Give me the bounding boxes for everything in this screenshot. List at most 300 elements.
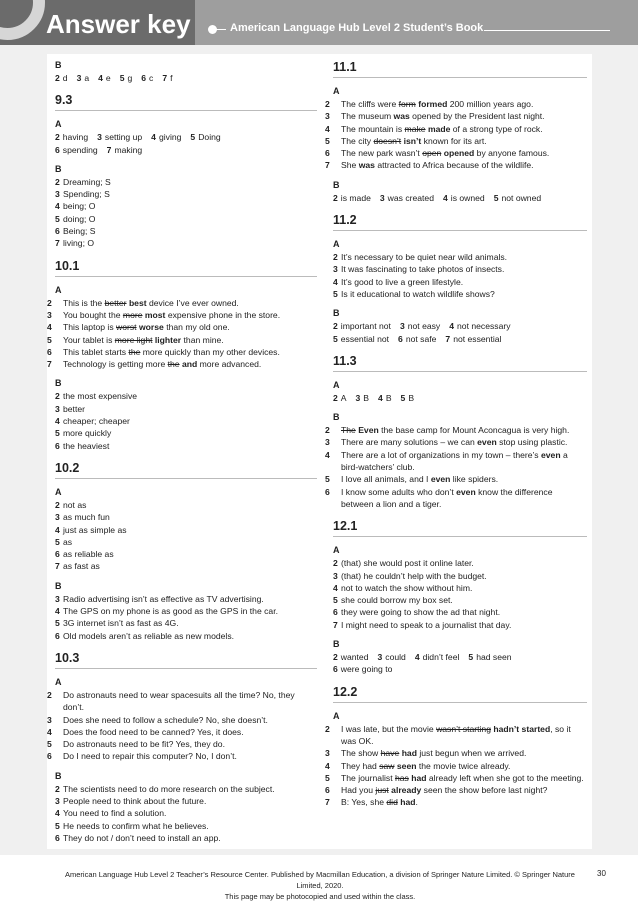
answer-text: setting up [104, 132, 143, 143]
answer-line [55, 630, 317, 642]
sentence-end: known for its art. [421, 135, 487, 146]
sentence-end: more quickly than my other devices. [140, 346, 280, 357]
answer-line [55, 213, 317, 225]
sentence-end: just begun when we arrived. [416, 748, 527, 759]
corrected-word: even [541, 449, 561, 460]
item-number: 7 [333, 619, 338, 630]
answer-item [97, 132, 142, 142]
bullet-line [214, 29, 226, 30]
sentence-end: the movie twice already. [416, 760, 511, 771]
answer-text: It was fascinating to take photos of insects. [341, 264, 505, 275]
item-number: 5 [333, 333, 338, 344]
section-12-1 [333, 519, 587, 675]
correction-line [325, 784, 587, 796]
item-number: 3 [325, 111, 330, 122]
answer-text: the heaviest [63, 440, 110, 451]
answer-text: cheaper; cheaper [63, 416, 130, 427]
book-title: American Language Hub Level 2 Student’s Book [230, 22, 484, 34]
answer-text: not easy [407, 321, 441, 332]
corrected-word: opened [443, 148, 475, 159]
answer-item [120, 73, 133, 83]
footer-photocopy-note: This page may be photocopied and used within the class. [224, 892, 416, 901]
item-number: 2 [333, 652, 338, 663]
page-title: Answer key [46, 9, 191, 39]
answer-text: The GPS on my phone is as good as the GPS in the car. [63, 606, 278, 617]
item-number: 6 [55, 549, 60, 560]
item-number: 6 [325, 486, 330, 497]
answer-text: better [63, 403, 85, 414]
sentence-start: You bought the [63, 309, 123, 320]
answer-text: as much fun [63, 512, 110, 523]
correction-line [325, 159, 587, 171]
item-number: 5 [333, 595, 338, 606]
answer-item [445, 334, 501, 344]
answer-line [55, 783, 317, 795]
item-number: 5 [325, 772, 330, 783]
sentence-start: There are a lot of organizations in my town – there’s [341, 449, 541, 460]
answer-item [443, 193, 485, 203]
answer-row [55, 131, 317, 143]
answer-item [107, 145, 142, 155]
item-number: 6 [47, 346, 52, 357]
item-number: 4 [55, 416, 60, 427]
item-number: 4 [47, 322, 52, 333]
answer-line [47, 714, 317, 726]
item-number: 4 [325, 449, 330, 460]
answer-text: more quickly [63, 428, 112, 439]
answer-text: (that) she would post it online later. [341, 558, 474, 569]
struck-word: doesn’t [373, 135, 402, 146]
part-label: B [55, 60, 62, 70]
item-number: 7 [55, 561, 60, 572]
answer-text: just as simple as [63, 524, 127, 535]
struck-word: just [375, 785, 389, 796]
item-number: 6 [141, 73, 147, 83]
part-label: B [55, 770, 62, 781]
item-number: 5 [468, 652, 474, 663]
sentence-start: I love all animals, and I [341, 474, 431, 485]
item-number: 5 [47, 739, 52, 750]
item-number: 5 [493, 192, 499, 203]
struck-word: more [122, 309, 143, 320]
sentence-end: , so it was OK. [341, 723, 571, 746]
item-number: 6 [55, 630, 60, 641]
answer-text: not as [63, 499, 87, 510]
item-number: 3 [333, 264, 338, 275]
item-number: 4 [47, 726, 52, 737]
correction-line [47, 358, 317, 370]
correction-line [325, 723, 587, 748]
part-label: B [333, 412, 340, 423]
answer-item [333, 334, 389, 344]
page-number: 30 [597, 869, 606, 878]
answer-line [47, 750, 317, 762]
sentence-end: know the difference between a lion and a tiger. [341, 486, 553, 509]
correction-line [47, 321, 317, 333]
answer-text: Being; S [63, 226, 96, 237]
answer-line [55, 440, 317, 452]
item-number: 5 [55, 213, 60, 224]
section-10-2 [55, 461, 317, 642]
part-label: B [333, 308, 340, 319]
answer-line [55, 176, 317, 188]
correction-line [47, 334, 317, 346]
item-number: 6 [333, 607, 338, 618]
answer-text: important not [340, 321, 391, 332]
item-number: 7 [47, 359, 52, 370]
section-11-2 [333, 213, 587, 345]
item-number: 4 [55, 524, 60, 535]
item-number: 6 [55, 144, 60, 155]
item-number: 2 [333, 558, 338, 569]
sentence-end: expensive phone in the store. [165, 309, 281, 320]
sentence-start: There are many solutions – we can [341, 437, 478, 448]
correction-line [325, 772, 587, 784]
section-title: 11.3 [333, 354, 587, 372]
answer-item [398, 334, 436, 344]
item-number: 3 [55, 512, 60, 523]
item-number: 3 [55, 795, 60, 806]
corrected-word: isn’t [403, 135, 422, 146]
part-label: A [333, 239, 340, 250]
item-number: 4 [55, 808, 60, 819]
item-number: 3 [379, 192, 385, 203]
answer-item [378, 652, 406, 662]
struck-word: The [341, 425, 356, 436]
answer-text: having [62, 132, 89, 143]
item-number: 3 [47, 714, 52, 725]
answer-item [333, 652, 369, 662]
answer-line [55, 617, 317, 629]
section-title: 10.1 [55, 259, 317, 277]
item-number: 5 [400, 392, 406, 403]
answer-text: (that) he couldn’t help with the budget. [341, 570, 487, 581]
corrected-word: lighter [154, 334, 182, 345]
sentence-start: The museum [341, 111, 394, 122]
answer-text: essential not [340, 333, 390, 344]
answer-item [141, 73, 153, 83]
item-number: 3 [55, 593, 60, 604]
gutter [592, 45, 638, 855]
answer-text: the most expensive [63, 391, 138, 402]
section-title: 9.3 [55, 93, 317, 111]
sentence-end: opened by the President last night. [409, 111, 545, 122]
struck-word: form [398, 99, 416, 109]
corrected-word: even [477, 437, 497, 448]
answer-text: It’s good to live a green lifestyle. [341, 276, 464, 287]
answer-text: didn’t feel [422, 652, 460, 663]
answer-item [449, 321, 510, 331]
part-label: B [55, 580, 62, 591]
answer-line [55, 807, 317, 819]
sentence-start: The cliffs were [341, 99, 399, 109]
answer-item [415, 652, 460, 662]
item-number: 6 [333, 664, 338, 675]
answer-item [190, 132, 220, 142]
answer-text: Doing [198, 132, 221, 143]
answer-text: c [149, 73, 154, 83]
struck-word: the [167, 359, 180, 370]
sentence-start: This is the [63, 297, 105, 308]
sentence-start: I know some adults who don’t [341, 486, 457, 497]
answer-text: is owned [450, 192, 485, 203]
struck-word: more light [114, 334, 153, 345]
part-label: B [333, 179, 340, 190]
answer-text: she could borrow my box set. [341, 595, 453, 606]
answer-line [55, 188, 317, 200]
answer-item [162, 73, 172, 83]
sentence-end: . [415, 797, 418, 808]
correction-line [325, 147, 587, 159]
header-rule [484, 30, 610, 31]
answer-text: were going to [340, 664, 393, 675]
struck-word: open [422, 148, 442, 159]
header [0, 0, 638, 45]
item-number: 2 [325, 723, 330, 734]
sentence-start: The city [341, 135, 374, 146]
answer-text: B [385, 392, 392, 403]
answer-line [333, 263, 587, 275]
answer-line [55, 225, 317, 237]
answer-text: they were going to show the ad that night. [341, 607, 501, 618]
answer-item [333, 664, 392, 674]
section-title: 12.2 [333, 685, 587, 703]
sentence-start: Had you [341, 785, 376, 796]
answer-text: a [84, 73, 90, 83]
answer-item [77, 73, 90, 83]
answer-text: not owned [501, 192, 542, 203]
item-number: 6 [55, 226, 60, 237]
sentence-start: She [341, 160, 359, 171]
answer-text: not necessary [457, 321, 511, 332]
sentence-start: This tablet starts [63, 346, 129, 357]
answer-line [55, 524, 317, 536]
item-number: 2 [55, 783, 60, 794]
answer-text: They do not / don’t need to install an app. [63, 832, 221, 843]
corrected-word: even [430, 474, 451, 485]
sentence-start: This laptop is [63, 322, 117, 333]
answer-row [333, 651, 587, 663]
answer-line [55, 820, 317, 832]
item-number: 4 [325, 760, 330, 771]
answer-text: People need to think about the future. [63, 795, 207, 806]
correction-line [325, 486, 587, 511]
answer-line [333, 557, 587, 569]
part-label: A [55, 486, 62, 497]
answer-line [55, 593, 317, 605]
section-title: 10.2 [55, 461, 317, 479]
sentence-end: attracted to Africa because of the wildlife. [374, 160, 534, 171]
part-label: A [333, 379, 340, 390]
section-top [55, 60, 317, 84]
section-title: 10.3 [55, 651, 317, 669]
item-number: 3 [325, 748, 330, 759]
item-number: 2 [325, 99, 330, 109]
answer-text: Does the food need to be canned? Yes, it does. [63, 726, 244, 737]
answer-text: wanted [340, 652, 369, 663]
answer-row [333, 333, 587, 345]
sentence-end: 200 million years ago. [447, 99, 534, 109]
correction-line [325, 436, 587, 448]
item-number: 7 [445, 333, 451, 344]
correction-line [325, 449, 587, 474]
item-number: 3 [47, 309, 52, 320]
answer-text: Radio advertising isn’t as effective as TV advertising. [63, 593, 264, 604]
answer-line [55, 237, 317, 249]
answer-row [333, 663, 587, 675]
item-number: 6 [398, 333, 403, 344]
item-number: 5 [47, 334, 52, 345]
answer-line [333, 276, 587, 288]
sentence-start: Technology is getting more [63, 359, 168, 370]
sentence-end: of a strong type of rock. [450, 123, 543, 134]
sentence-end: already left when she got to the meeting. [426, 772, 584, 783]
correction-line [325, 424, 587, 436]
answer-text: g [127, 73, 133, 83]
item-number: 4 [325, 123, 330, 134]
item-number: 6 [325, 148, 330, 159]
struck-word: did [386, 797, 398, 808]
item-number: 2 [55, 73, 60, 83]
section-10-3 [47, 650, 317, 844]
answer-text: not safe [405, 333, 437, 344]
item-number: 3 [355, 392, 361, 403]
item-number: 7 [55, 238, 60, 249]
item-number: 6 [55, 832, 60, 843]
answer-row [55, 72, 317, 84]
item-number: 5 [55, 820, 60, 831]
answer-panel [47, 54, 592, 849]
answer-line [47, 726, 317, 738]
item-number: 2 [55, 499, 60, 510]
answer-item [151, 132, 181, 142]
part-label: A [55, 676, 62, 687]
answer-line [55, 403, 317, 415]
answer-item [333, 321, 391, 331]
answer-text: Dreaming; S [63, 176, 111, 187]
answer-text: 3G internet isn’t as fast as 4G. [63, 618, 179, 629]
sentence-start: The new park wasn’t [341, 148, 423, 159]
answer-item [98, 73, 111, 83]
struck-word: has [394, 772, 409, 783]
item-number: 4 [378, 392, 383, 403]
answer-text: Old models aren’t as reliable as new models. [63, 630, 235, 641]
answer-text: living; O [63, 238, 95, 249]
item-number: 2 [47, 297, 52, 308]
sentence-start: B: Yes, she [341, 797, 387, 808]
answer-text: d [62, 73, 68, 83]
sentence-end: than mine. [181, 334, 224, 345]
sentence-start: I was late, but the movie [341, 723, 437, 734]
item-number: 3 [399, 321, 405, 332]
corrected-word: was [358, 160, 375, 171]
footer [60, 869, 580, 902]
sentence-end: stop using plastic. [496, 437, 568, 448]
item-number: 2 [333, 252, 338, 263]
answer-text: The scientists need to do more research on the subject. [63, 783, 275, 794]
section-title: 11.1 [333, 60, 587, 78]
answer-line [55, 427, 317, 439]
item-number: 2 [55, 132, 60, 143]
answer-row [55, 144, 317, 156]
answer-text: as reliable as [63, 549, 114, 560]
answer-text: not to watch the show without him. [341, 582, 473, 593]
answer-text: Do astronauts need to wear spacesuits all the time? No, they don’t. [63, 689, 295, 713]
item-number: 3 [55, 189, 60, 200]
item-number: 5 [55, 618, 60, 629]
sentence-start: The show [341, 748, 381, 759]
item-number: 2 [47, 689, 52, 700]
corrected-word: seen [396, 760, 417, 771]
corrected-word: had [401, 748, 417, 759]
item-number: 7 [162, 73, 168, 83]
sentence-start: They had [341, 760, 380, 771]
answer-text: You need to find a solution. [63, 808, 167, 819]
item-number: 5 [119, 73, 125, 83]
item-number: 3 [333, 570, 338, 581]
corrected-word: best [128, 297, 147, 308]
part-label: B [55, 163, 62, 174]
section-title: 12.1 [333, 519, 587, 537]
gutter [0, 45, 638, 54]
corrected-word: had [400, 797, 416, 808]
section-title: 11.2 [333, 213, 587, 231]
answer-text: doing; O [63, 213, 96, 224]
sentence-end: than my old one. [163, 322, 230, 333]
corrected-word: even [456, 486, 476, 497]
corrected-word: hadn’t started [493, 723, 551, 734]
item-number: 4 [98, 73, 103, 83]
correction-line [325, 796, 587, 808]
item-number: 5 [325, 474, 330, 485]
answer-text: had seen [476, 652, 512, 663]
gutter [0, 45, 47, 855]
item-number: 3 [325, 437, 330, 448]
answer-item [333, 193, 371, 203]
answer-item [494, 193, 541, 203]
struck-word: worst [116, 322, 137, 333]
answer-line [333, 570, 587, 582]
item-number: 2 [55, 176, 60, 187]
correction-line [47, 297, 317, 309]
answer-text: being; O [63, 201, 96, 212]
correction-line [325, 123, 587, 135]
sentence-end: by anyone famous. [474, 148, 550, 159]
section-11-1 [325, 60, 587, 204]
sentence-end: seen the show before last night? [421, 785, 548, 796]
struck-word: make [404, 123, 426, 134]
answer-text: f [170, 73, 173, 83]
corrected-word: formed [418, 99, 448, 109]
answer-line [55, 390, 317, 402]
correction-line [325, 760, 587, 772]
answer-text: giving [158, 132, 182, 143]
answer-line [333, 594, 587, 606]
answer-line [47, 689, 317, 714]
corrected-word: worse [138, 322, 164, 333]
section-9-3 [55, 93, 317, 249]
struck-word: the [128, 346, 141, 357]
answer-item [55, 132, 88, 142]
answer-item [380, 193, 434, 203]
answer-line [55, 499, 317, 511]
part-label: A [333, 545, 340, 556]
item-number: 2 [333, 392, 338, 403]
answer-line [55, 536, 317, 548]
answer-text: making [114, 144, 143, 155]
answer-text: not essential [453, 333, 502, 344]
answer-item [333, 393, 347, 403]
